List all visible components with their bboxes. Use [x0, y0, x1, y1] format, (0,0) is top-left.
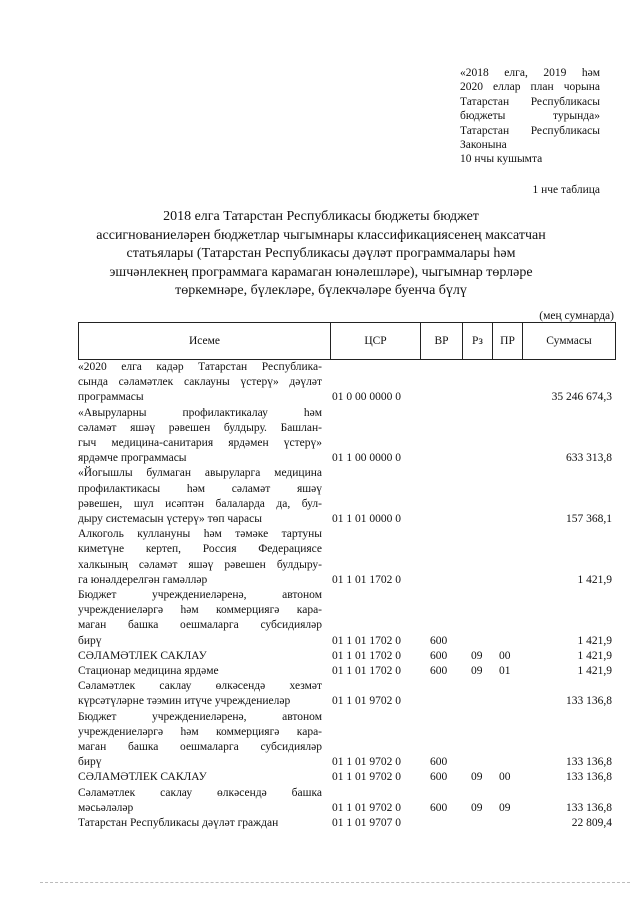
row-name-line: сында сәламәтлек саклауны үстерү» дәүләт — [78, 376, 322, 389]
units-note: (мең сумнарда) — [539, 310, 614, 322]
row-name-line: Татарстан Республикасы дәүләт граждан — [78, 817, 279, 830]
row-name-line: Сәламәтлек саклау өлкәсендә башка — [78, 786, 322, 799]
row-sum: 1 421,9 — [577, 649, 612, 662]
title-line: статьялары (Татарстан Республикасы дәүләт программалары һәм — [126, 246, 516, 261]
row-name-line: Бюджет учреждениеләренә, автоном — [78, 710, 322, 723]
row-name-line: халкының сәламәт яшәү рәвешен булдыру- — [78, 558, 322, 571]
row-name-line: маган башка оешмаларга субсидияләр — [78, 741, 322, 754]
row-vr: 600 — [430, 771, 448, 784]
row-name-line: гыч медицина-санитария ярдәмен үстерү» — [78, 437, 322, 450]
row-sum: 1 421,9 — [577, 573, 612, 586]
row-name — [78, 588, 322, 649]
row-name-line: Стационар медицина ярдәме — [78, 665, 219, 678]
row-sum: 133 136,8 — [566, 756, 612, 769]
title-line: төркемнәре, бүлекләре, бүлекчәләре буенча бүлү — [175, 283, 467, 298]
header-name: Исеме — [79, 323, 331, 359]
row-csr: 01 1 01 9702 0 — [332, 695, 401, 708]
title-line: 2018 елга Татарстан Республикасы бюджеты бюджет — [163, 209, 479, 224]
row-sum: 157 368,1 — [566, 513, 612, 526]
row-sum: 1 421,9 — [577, 634, 612, 647]
row-name-line: «Авыруларны профилактикалау һәм — [78, 406, 322, 419]
row-vr: 600 — [430, 801, 448, 814]
header-vr: ВР — [421, 323, 463, 359]
header-sum: Суммасы — [546, 335, 592, 347]
row-csr: 01 1 01 9702 0 — [332, 756, 401, 769]
row-name-line: бирү — [78, 634, 102, 647]
row-name-line: «2020 елга кадәр Татарстан Республика- — [78, 361, 322, 373]
table-row — [78, 588, 616, 649]
row-name-line: ярдәмче программасы — [78, 452, 187, 465]
row-csr: 01 1 01 9702 0 — [332, 771, 401, 784]
header-pr: ПР — [493, 323, 523, 359]
row-name-line: маган башка оешмаларга субсидияләр — [78, 619, 322, 632]
table-row — [78, 679, 616, 709]
row-name — [78, 816, 322, 831]
row-csr: 01 1 01 1702 0 — [332, 665, 401, 678]
row-name — [78, 649, 322, 664]
row-sum: 133 136,8 — [566, 801, 612, 814]
row-vr: 600 — [430, 634, 448, 647]
row-name-line: киметүне кертеп, Россия Федерациясе — [78, 543, 322, 556]
header-csr: ЦСР — [331, 323, 421, 359]
reference-line: 2020 еллар план чорына — [460, 81, 600, 94]
row-name-line: «Йогышлы булмаган авыруларга медицина — [78, 467, 322, 480]
row-csr: 01 1 01 9702 0 — [332, 801, 401, 814]
row-name-line: СӘЛАМӘТЛЕК САКЛАУ — [78, 771, 207, 784]
table-number: 1 нче таблица — [532, 184, 600, 196]
row-csr: 01 1 01 1702 0 — [332, 573, 401, 586]
row-name — [78, 466, 322, 527]
table-row — [78, 786, 616, 816]
table-row — [78, 816, 616, 831]
document-title — [96, 208, 546, 301]
row-name-line: мәсьәләләр — [78, 801, 134, 814]
table-row — [78, 710, 616, 771]
reference-line: бюджеты турында» — [460, 110, 600, 123]
row-name-line: га юнәлдерелгән гамәлләр — [78, 573, 208, 586]
table-row — [78, 527, 616, 588]
table-row — [78, 770, 616, 785]
row-vr: 600 — [430, 665, 448, 678]
row-name — [78, 679, 322, 709]
row-name-line: сәламәт яшәү рәвешен булдыру. Башлан- — [78, 421, 322, 434]
row-csr: 01 1 01 9707 0 — [332, 817, 401, 830]
row-pr: 01 — [499, 665, 511, 678]
row-name — [78, 770, 322, 785]
table-row — [78, 664, 616, 679]
reference-line: Законына — [460, 139, 507, 152]
row-rz: 09 — [471, 801, 483, 814]
row-name — [78, 360, 322, 406]
row-name-line: күрсәтүләрне тәэмин итүче учреждениеләр — [78, 695, 291, 708]
row-sum: 35 246 674,3 — [551, 391, 612, 404]
row-pr: 00 — [499, 771, 511, 784]
row-rz: 09 — [471, 771, 483, 784]
row-vr: 600 — [430, 649, 448, 662]
row-name-line: бирү — [78, 756, 102, 769]
table-header — [78, 322, 616, 360]
row-rz: 09 — [471, 649, 483, 662]
row-name-line: учреждениеләргә һәм коммерциягә кара- — [78, 604, 322, 617]
reference-line: 10 нчы кушымта — [460, 153, 543, 166]
row-csr: 01 1 01 1702 0 — [332, 634, 401, 647]
row-name-line: Алкоголь куллануны һәм тәмәке тартуны — [78, 528, 322, 541]
row-csr: 01 1 01 1702 0 — [332, 649, 401, 662]
row-name-line: Сәламәтлек саклау өлкәсендә хезмәт — [78, 680, 322, 693]
row-name-line: СӘЛАМӘТЛЕК САКЛАУ — [78, 649, 207, 662]
row-sum: 1 421,9 — [577, 665, 612, 678]
row-name-line: учреждениеләргә һәм коммерциягә кара- — [78, 725, 322, 738]
title-line: ассигнованиеләрен бюджетлар чыгымнары классификациясенең максатчан — [96, 227, 546, 243]
row-name — [78, 710, 322, 771]
row-sum: 22 809,4 — [571, 817, 612, 830]
row-name — [78, 786, 322, 816]
row-name — [78, 664, 322, 679]
reference-line: «2018 елга, 2019 һәм — [460, 67, 600, 79]
row-pr: 00 — [499, 649, 511, 662]
reference-line: Татарстан Республикасы — [460, 124, 600, 137]
row-csr: 01 1 01 0000 0 — [332, 513, 401, 526]
table-row — [78, 649, 616, 664]
title-line: эшчәнлекнең программага карамаган юнәлешләре), чыгымнар төрләре — [109, 264, 533, 280]
row-name-line: профилактикасы һәм сәламәт яшәү — [78, 482, 322, 495]
header-rz: Рз — [463, 323, 493, 359]
row-name — [78, 527, 322, 588]
row-csr: 01 1 00 0000 0 — [332, 452, 401, 465]
row-pr: 09 — [499, 801, 511, 814]
budget-table — [78, 322, 616, 831]
row-name-line: рәвешен, шул исәптән балаларда да, бул- — [78, 497, 322, 510]
row-name — [78, 406, 322, 467]
law-reference — [460, 66, 600, 167]
page-edge-divider — [40, 882, 630, 883]
table-row — [78, 360, 616, 406]
row-sum: 633 313,8 — [566, 452, 612, 465]
table-row — [78, 406, 616, 467]
reference-line: Татарстан Республикасы — [460, 95, 600, 108]
row-rz: 09 — [471, 665, 483, 678]
row-csr: 01 0 00 0000 0 — [332, 391, 401, 404]
table-body — [78, 360, 616, 831]
row-name-line: дыру системасын үстерү» төп чарасы — [78, 513, 262, 526]
row-sum: 133 136,8 — [566, 695, 612, 708]
table-row — [78, 466, 616, 527]
row-name-line: программасы — [78, 391, 144, 404]
row-sum: 133 136,8 — [566, 771, 612, 784]
row-vr: 600 — [430, 756, 448, 769]
row-name-line: Бюджет учреждениеләренә, автоном — [78, 589, 322, 602]
